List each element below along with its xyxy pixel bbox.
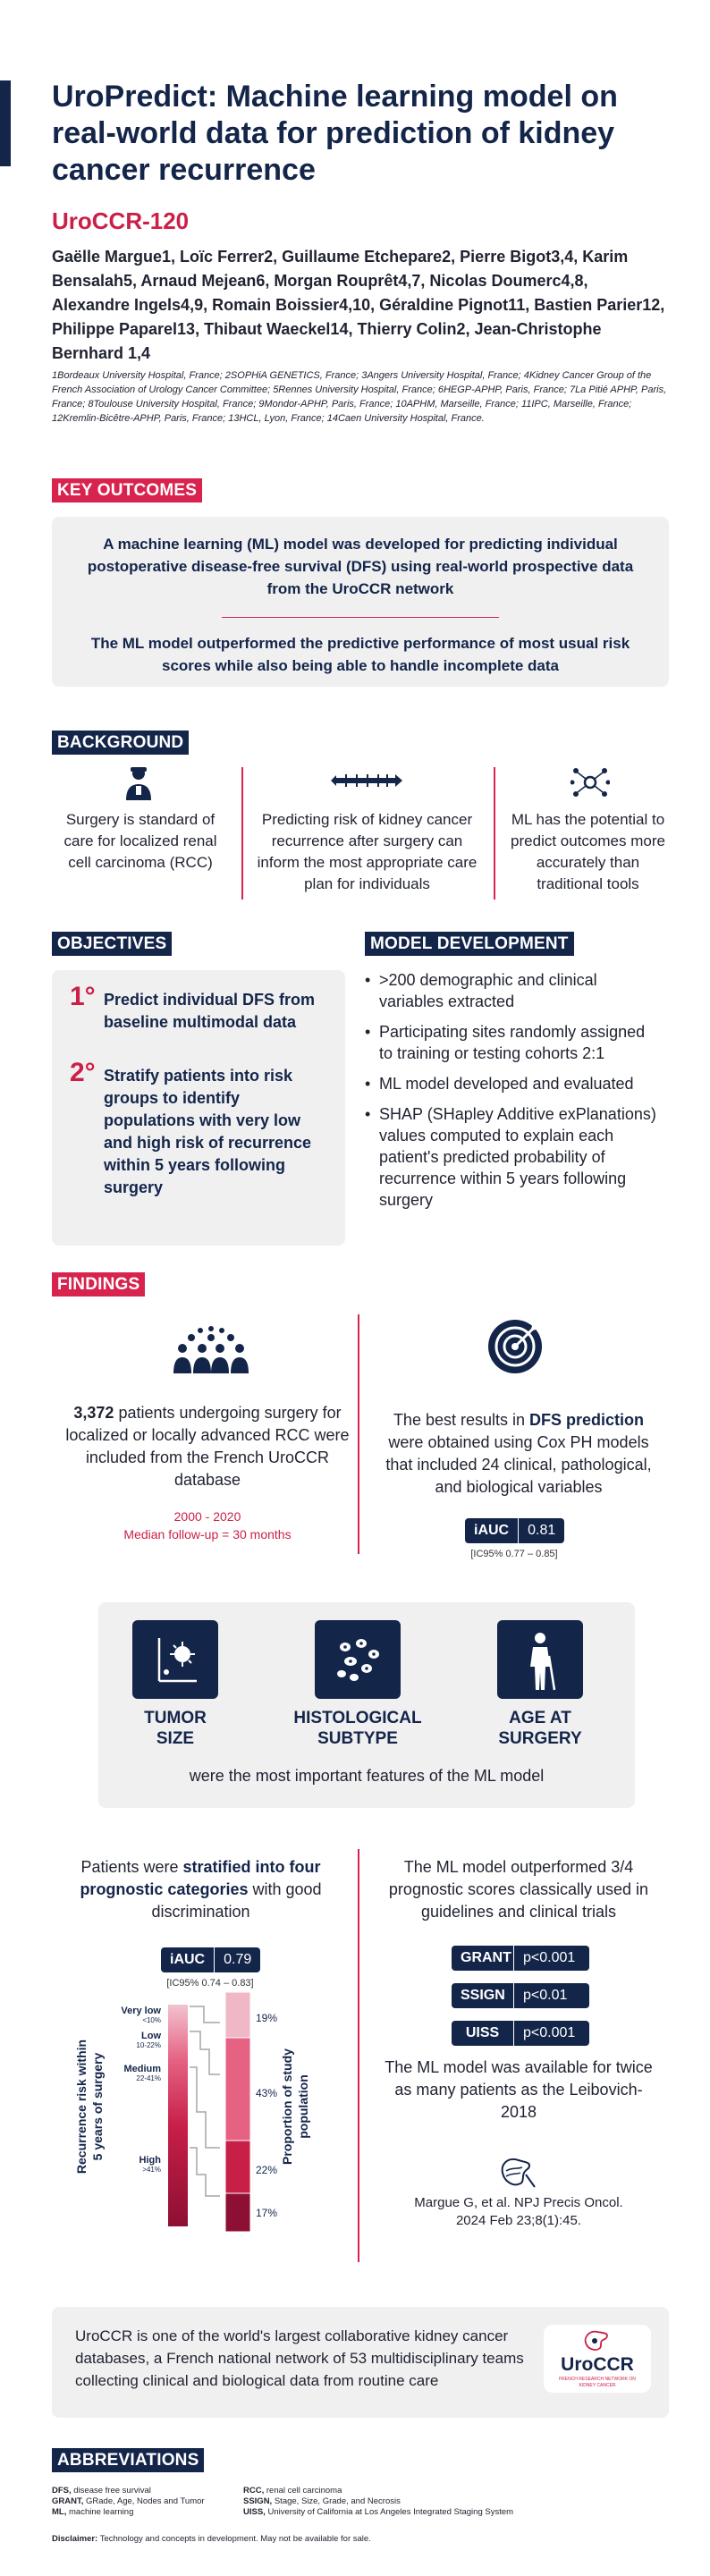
dfs-iauc-value: 0.81 bbox=[528, 1523, 556, 1538]
cells-icon bbox=[315, 1620, 401, 1699]
proportion-segment-medium bbox=[225, 2141, 250, 2193]
background-tag: BACKGROUND bbox=[52, 731, 189, 755]
median-followup: Median follow-up = 30 months bbox=[123, 1527, 292, 1541]
objective-1: Predict individual DFS from baseline multimodal data bbox=[104, 991, 316, 1031]
findings-tag: FINDINGS bbox=[52, 1272, 145, 1296]
score-p: p<0.01 bbox=[523, 1988, 568, 2003]
abbr-key: GRANT, bbox=[52, 2496, 84, 2506]
objective-1-number: 1° bbox=[70, 982, 96, 1011]
uroccr-logo: UroCCR bbox=[561, 2354, 634, 2375]
strat-text-bold: stratified into four prognostic categories bbox=[80, 1858, 321, 1898]
proportion-bar bbox=[225, 1992, 250, 2232]
tumor-size-icon bbox=[132, 1620, 218, 1699]
proportion-segment-very-low bbox=[225, 1992, 250, 2038]
abbreviation-item bbox=[243, 2496, 664, 2507]
category-name: Medium bbox=[123, 2064, 161, 2074]
score-uiss-pill bbox=[452, 2021, 589, 2046]
strat-ci: [IC95% 0.74 – 0.83] bbox=[166, 1978, 254, 1989]
abbreviation-item bbox=[243, 2486, 664, 2496]
feature-age-at-surgery: AGE AT SURGERY bbox=[498, 1709, 582, 1748]
dfs-text-pre: The best results in bbox=[393, 1411, 526, 1429]
abbreviations-tag: ABBREVIATIONS bbox=[52, 2448, 204, 2472]
recurrence-risk-axis-label: Recurrence risk within 5 years of surgery bbox=[74, 2039, 105, 2175]
strat-iauc-value: 0.79 bbox=[224, 1952, 252, 1967]
category-name: Low bbox=[141, 2031, 161, 2041]
category-high bbox=[107, 2155, 161, 2174]
target-icon bbox=[486, 1318, 544, 1375]
list-item: • Participating sites randomly assigned to training or testing cohorts 2:1 bbox=[365, 1021, 660, 1064]
background-divider-1 bbox=[241, 767, 243, 899]
category-very-low bbox=[107, 2006, 161, 2024]
strat-iauc-label: iAUC bbox=[161, 1947, 215, 1972]
dfs-ci: [IC95% 0.77 – 0.85] bbox=[470, 1549, 558, 1559]
category-name: Very low bbox=[121, 2006, 161, 2016]
patients-count: 3,372 bbox=[73, 1404, 114, 1422]
author-list: Gaëlle Margue1, Loïc Ferrer2, Guillaume Etchepare2, Pierre Bigot3,4, Karim Bensalah5, Arnaud Mejean6, Morgan Rouprêt4,7, Nicolas Doumerc4,8, Alexandre Ingels4,9, Romain Boissier4,10, Géraldine Pignot11, Bastien Parier12, Philippe Paparel13, Thibaut Waeckel14, Thierry Colin2, Jean-Christophe Bernhard 1,4 bbox=[52, 248, 665, 362]
citation-line-1: Margue G, et al. NPJ Precis Oncol. bbox=[414, 2195, 623, 2210]
key-outcomes-divider bbox=[222, 617, 499, 618]
list-item: • SHAP (SHapley Additive exPlanations) values computed to explain each patient's predicted probability of recurrence within 5 years following surgery bbox=[365, 1103, 660, 1211]
tumor-size-tile bbox=[132, 1620, 218, 1699]
age-at-surgery-tile bbox=[497, 1620, 583, 1699]
abbr-key: DFS, bbox=[52, 2486, 72, 2496]
score-name: GRANT bbox=[452, 1946, 514, 1971]
proportion-axis-label: Proportion of study population bbox=[280, 2048, 310, 2165]
abbr-key: ML, bbox=[52, 2507, 67, 2517]
proportion-segment-low bbox=[225, 2038, 250, 2141]
dfs-text-bold: DFS prediction bbox=[529, 1411, 645, 1429]
abbreviation-item bbox=[243, 2507, 664, 2518]
background-divider-2 bbox=[494, 767, 495, 899]
strat-text-post: with good discrimination bbox=[151, 1880, 322, 1921]
citation-line-2: 2024 Feb 23;8(1):45. bbox=[455, 2213, 582, 2228]
page-title: UroPredict: Machine learning model on real-world data for prediction of kidney cancer recurrence bbox=[52, 80, 618, 187]
abbr-value: renal cell carcinoma bbox=[266, 2486, 342, 2496]
patients-description: patients undergoing surgery for localized or locally advanced RCC were included from the French UroCCR database bbox=[65, 1404, 350, 1489]
uroccr-logo-icon bbox=[584, 2330, 611, 2353]
background-item-3: ML has the potential to predict outcomes more accurately than traditional tools bbox=[511, 811, 665, 892]
findings-divider-bottom bbox=[358, 1849, 359, 2262]
abbr-key: UISS, bbox=[243, 2507, 266, 2517]
dfs-iauc-label: iAUC bbox=[465, 1518, 519, 1543]
list-item: • ML model developed and evaluated bbox=[365, 1073, 660, 1094]
abbr-value: GRade, Age, Nodes and Tumor bbox=[86, 2496, 205, 2506]
uroccr-logo-subtitle: FRENCH RESEARCH NETWORK ON KIDNEY CANCER bbox=[559, 2377, 636, 2388]
features-caption: were the most important features of the ML model bbox=[189, 1767, 545, 1785]
score-name: UISS bbox=[452, 2021, 514, 2046]
availability-text: The ML model was available for twice as many patients as the Leibovich-2018 bbox=[385, 2058, 653, 2121]
objective-2: Stratify patients into risk groups to identify populations with very low and high risk of recurrence within 5 years following surgery bbox=[104, 1067, 312, 1196]
network-icon bbox=[571, 765, 610, 799]
disclaimer-key: Disclaimer: bbox=[52, 2534, 98, 2544]
feature-tumor-size: TUMOR SIZE bbox=[144, 1709, 207, 1748]
study-id: UroCCR-120 bbox=[52, 207, 190, 234]
abbr-key: RCC, bbox=[243, 2486, 265, 2496]
affiliations: 1Bordeaux University Hospital, France; 2SOPHiA GENETICS, France; 3Angers University Hospital, France; 4Kidney Cancer Group of the French Association of Urology Cancer Committee; 5Rennes University Hospital, France; 6HEGP-APHP, Paris, France; 7La Pitié APHP, Paris, France; 8Toulouse University Hospital, France; 9Mondor-APHP, Paris, France; 10APHM, Marseille, France; 11IPC, Marseille, France; 12Kremlin-Bicêtre-APHP, Paris, France; 13HCL, Lyon, France; 14Caen University Hospital, France. bbox=[52, 370, 667, 424]
dfs-text-post: were obtained using Cox PH models that included 24 clinical, pathological, and biological variables bbox=[385, 1433, 652, 1496]
objectives-tag: OBJECTIVES bbox=[52, 932, 172, 956]
surgeon-icon bbox=[121, 764, 156, 802]
person-icon bbox=[497, 1620, 583, 1699]
score-ssign-pill bbox=[452, 1983, 589, 2008]
category-range: >41% bbox=[142, 2166, 161, 2174]
abbr-value: Stage, Size, Grade, and Necrosis bbox=[274, 2496, 401, 2506]
strat-iauc-pill bbox=[161, 1947, 260, 1972]
category-range: 22-41% bbox=[136, 2074, 161, 2082]
comparison-text: The ML model outperformed 3/4 prognostic scores classically used in guidelines and clinical trials bbox=[388, 1858, 649, 1921]
list-item: • >200 demographic and clinical variables extracted bbox=[365, 969, 660, 1012]
category-low bbox=[107, 2031, 161, 2049]
uroccr-description: UroCCR is one of the world's largest collaborative kidney cancer databases, a French national network of 53 multidisciplinary teams collecting clinical and biological data from routine care bbox=[75, 2327, 524, 2389]
category-medium bbox=[107, 2064, 161, 2082]
proportion-medium: 22% bbox=[256, 2164, 278, 2176]
disclaimer bbox=[52, 2534, 669, 2544]
abbr-value: University of California at Los Angeles Integrated Staging System bbox=[267, 2507, 514, 2517]
key-outcomes-tag: KEY OUTCOMES bbox=[52, 478, 202, 503]
score-p: p<0.001 bbox=[523, 1950, 576, 1965]
score-name: SSIGN bbox=[452, 1983, 514, 2008]
key-outcome-2: The ML model outperformed the predictive performance of most usual risk scores while also being able to handle incomplete data bbox=[90, 635, 630, 674]
dfs-result-text bbox=[376, 1409, 662, 1499]
bracket-connectors bbox=[188, 2005, 224, 2228]
dfs-iauc-pill bbox=[465, 1518, 564, 1543]
abbreviations-right bbox=[243, 2486, 664, 2518]
kidney-icon bbox=[499, 2157, 538, 2189]
model-development-list bbox=[365, 969, 660, 1220]
category-range: <10% bbox=[142, 2016, 161, 2024]
accent-bar bbox=[0, 80, 11, 166]
study-years: 2000 - 2020 bbox=[173, 1509, 241, 1524]
category-range: 10-22% bbox=[136, 2041, 161, 2049]
patients-count-text bbox=[55, 1402, 359, 1491]
proportion-segment-high bbox=[225, 2193, 250, 2232]
strat-text-pre: Patients were bbox=[80, 1858, 179, 1876]
score-grant-pill bbox=[452, 1946, 589, 1971]
background-item-1: Surgery is standard of care for localized renal cell carcinoma (RCC) bbox=[63, 811, 217, 871]
key-outcome-1: A machine learning (ML) model was developed for predicting individual postoperative disease-free survival (DFS) using real-world prospective data from the UroCCR network bbox=[87, 536, 634, 597]
score-p: p<0.001 bbox=[523, 2025, 576, 2040]
stratification-text bbox=[55, 1856, 346, 1923]
proportion-low: 43% bbox=[256, 2087, 278, 2099]
histological-subtype-tile bbox=[315, 1620, 401, 1699]
risk-bar bbox=[168, 2005, 188, 2226]
category-name: High bbox=[139, 2155, 161, 2166]
model-development-tag: MODEL DEVELOPMENT bbox=[365, 932, 574, 956]
abbr-value: machine learning bbox=[69, 2507, 134, 2517]
proportion-very-low: 19% bbox=[256, 2012, 278, 2024]
objective-2-number: 2° bbox=[70, 1058, 96, 1087]
abbr-value: disease free survival bbox=[73, 2486, 151, 2496]
findings-divider-top bbox=[358, 1314, 359, 1554]
proportion-high: 17% bbox=[256, 2207, 278, 2219]
crowd-icon bbox=[168, 1323, 254, 1373]
abbr-key: SSIGN, bbox=[243, 2496, 273, 2506]
timeline-icon bbox=[331, 771, 402, 790]
background-item-2: Predicting risk of kidney cancer recurrence after surgery can inform the most appropriate care plan for individuals bbox=[257, 811, 478, 892]
disclaimer-text: Technology and concepts in development. May not be available for sale. bbox=[99, 2534, 371, 2544]
feature-histological-subtype: HISTOLOGICAL SUBTYPE bbox=[293, 1709, 422, 1748]
